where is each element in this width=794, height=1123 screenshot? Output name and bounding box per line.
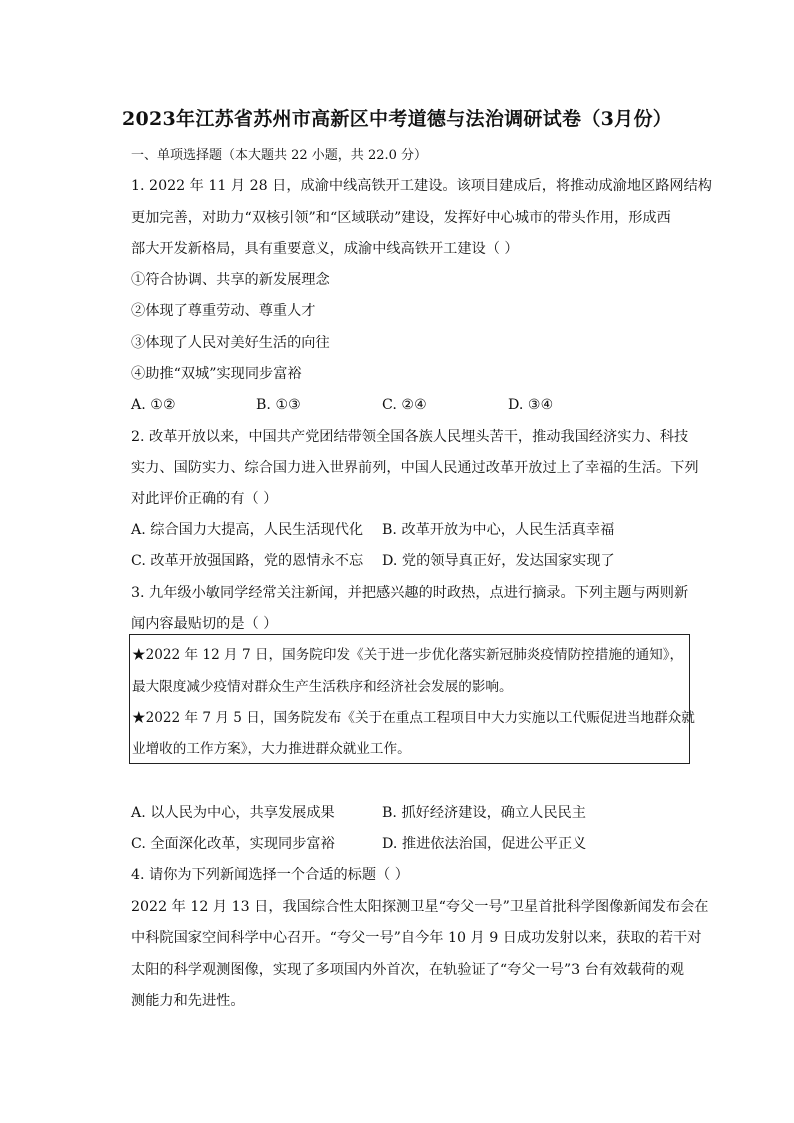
q1-option-c: C. ②④ — [382, 397, 427, 413]
q1-item-1: ①符合协调、共享的新发展理念 — [131, 272, 330, 288]
q2-stem-line-1: 2. 改革开放以来，中国共产党团结带领全国各族人民埋头苦干，推动我国经济实力、科技 — [131, 429, 689, 445]
q3-stem-line-1: 3. 九年级小敏同学经常关注新闻，并把感兴趣的时政热，点进行摘录。下列主题与两则新 — [131, 585, 689, 601]
q3-stem-line-2: 闻内容最贴切的是（ ） — [131, 616, 278, 632]
q1-item-2: ②体现了尊重劳动、尊重人才 — [131, 303, 316, 319]
q1-option-a: A. ①② — [131, 397, 176, 413]
q1-item-3: ③体现了人民对美好生活的向往 — [131, 335, 330, 351]
q4-news-line-2: 中科院国家空间科学中心召开。“夸父一号”自今年 10 月 9 日成功发射以来，获取的若干对 — [131, 930, 702, 946]
q1-item-4: ④助推“双城”实现同步富裕 — [131, 366, 302, 382]
q3-news-line-3: ★2022 年 7 月 5 日，国务院发布《关于在重点工程项目中大力实施以工代赈促进当地群众就 — [132, 710, 695, 726]
q2-stem-line-3: 对此评价正确的有（ ） — [131, 491, 278, 507]
q4-news-line-4: 测能力和先进性。 — [131, 993, 245, 1009]
q3-news-line-1: ★2022 年 12 月 7 日，国务院印发《关于进一步优化落实新冠肺炎疫情防控措施的通知》， — [132, 647, 684, 663]
q2-option-a: A. 综合国力大提高，人民生活现代化 — [131, 522, 364, 538]
q2-option-b: B. 改革开放为中心，人民生活真幸福 — [382, 522, 615, 538]
q1-stem-line-2: 更加完善，对助力“双核引领”和“区域联动”建设，发挥好中心城市的带头作用，形成西 — [131, 210, 671, 226]
q2-stem-line-2: 实力、国防实力、综合国力进入世界前列，中国人民通过改革开放过上了幸福的生活。下列 — [131, 460, 699, 476]
q2-option-d: D. 党的领导真正好，发达国家实现了 — [382, 553, 615, 569]
exam-title: 2023年江苏省苏州市高新区中考道德与法治调研试卷（3月份） — [121, 108, 673, 130]
q3-option-d: D. 推进依法治国，促进公平正义 — [382, 836, 587, 852]
q3-option-c: C. 全面深化改革，实现同步富裕 — [131, 836, 335, 852]
q1-stem-line-1: 1. 2022 年 11 月 28 日，成渝中线高铁开工建设。该项目建成后，将推动成渝地区路网结构 — [131, 178, 712, 194]
q3-news-line-2: 最大限度减少疫情对群众生产生活秩序和经济社会发展的影响。 — [132, 679, 513, 695]
q3-option-b: B. 抓好经济建设，确立人民民主 — [382, 805, 586, 821]
q1-option-b: B. ①③ — [256, 397, 301, 413]
q1-option-d: D. ③④ — [508, 397, 554, 413]
q1-stem-line-3: 部大开发新格局，具有重要意义，成渝中线高铁开工建设（ ） — [131, 241, 519, 257]
q4-news-line-3: 太阳的科学观测图像，实现了多项国内外首次，在轨验证了“夸父一号”3 台有效载荷的观 — [131, 962, 684, 978]
q4-news-line-1: 2022 年 12 月 13 日，我国综合性太阳探测卫星“夸父一号”卫星首批科学图像新闻发布会在 — [131, 899, 709, 915]
section-header: 一、单项选择题（本大题共 22 小题，共 22.0 分） — [131, 148, 428, 163]
q2-option-c: C. 改革开放强国路，党的恩情永不忘 — [131, 553, 364, 569]
q3-news-line-4: 业增收的工作方案》，大力推进群众就业工作。 — [132, 741, 411, 757]
q4-stem-line-1: 4. 请你为下列新闻选择一个合适的标题（ ） — [131, 867, 409, 883]
q3-option-a: A. 以人民为中心，共享发展成果 — [131, 805, 335, 821]
q3-news-box — [129, 634, 695, 764]
